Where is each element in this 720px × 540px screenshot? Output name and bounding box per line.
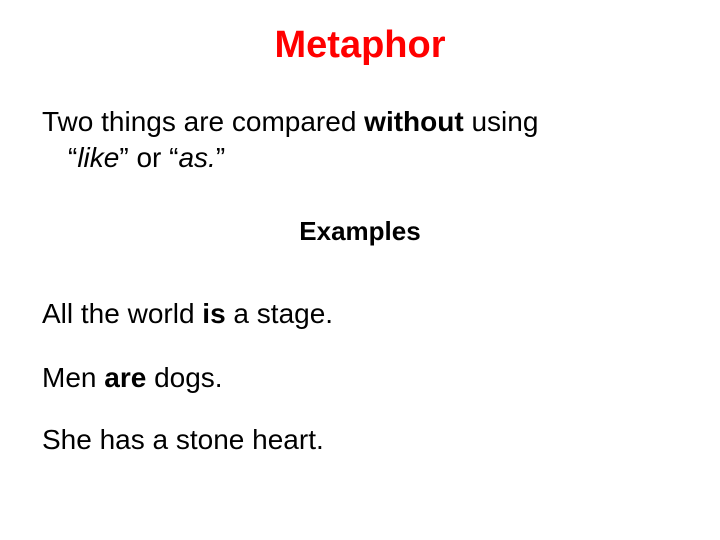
example-item [42,422,324,458]
slide-title: Metaphor [274,24,446,66]
definition-keyword: without [364,106,464,137]
example-2-bold: are [104,362,147,393]
examples-heading [0,214,720,248]
example-2-post: dogs. [146,362,223,393]
quote-open: “ [68,142,78,173]
example-3-text: She has a stone heart. [42,424,324,455]
quote-middle: ” or “ [119,142,179,173]
definition-line-1 [42,104,682,140]
example-item [42,296,333,332]
word-like: like [77,142,120,173]
word-as: as. [178,142,216,173]
definition-line-1-pre: Two things are compared [42,106,365,137]
example-item [42,360,223,396]
definition-line-2 [42,140,682,176]
example-1-pre: All the world [42,298,203,329]
example-1-post: a stage. [225,298,334,329]
quote-close: ” [215,142,226,173]
example-2-pre: Men [42,362,105,393]
definition-text [42,104,682,176]
example-1-bold: is [202,298,226,329]
definition-line-1-post: using [463,106,539,137]
examples-heading-text: Examples [299,216,421,246]
